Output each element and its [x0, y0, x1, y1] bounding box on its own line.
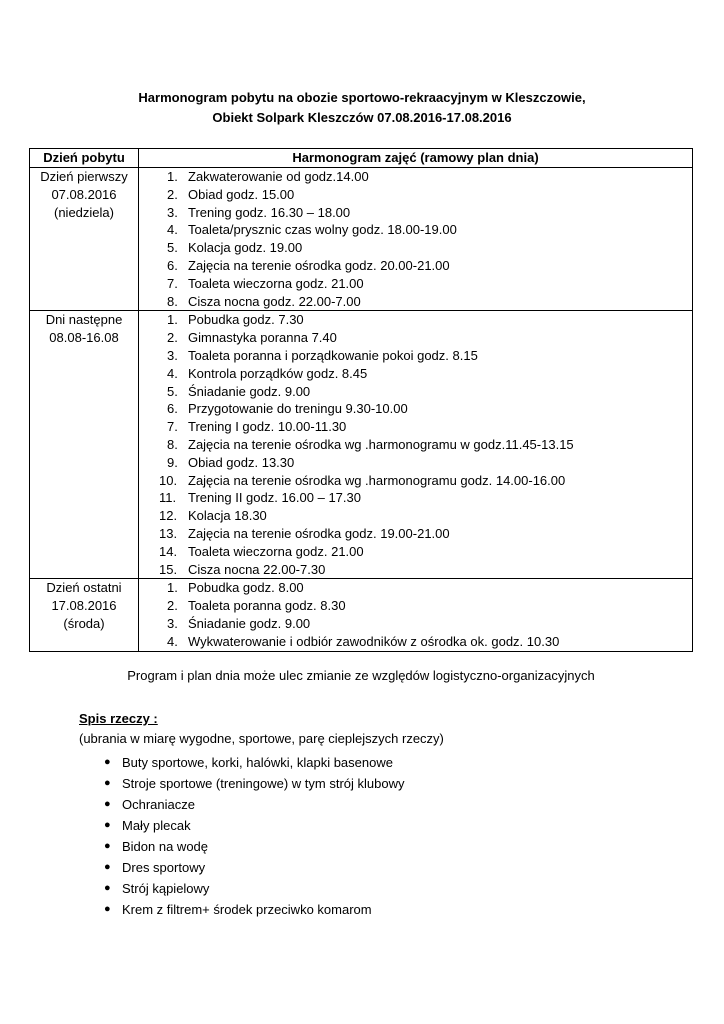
list-item: [139, 579, 692, 597]
list-number: 7.: [167, 419, 178, 435]
list-text: Cisza nocna godz. 22.00-7.00: [188, 293, 361, 309]
list-item: [139, 472, 692, 490]
list-item: [139, 525, 692, 543]
list-text: Toaleta/prysznic czas wolny godz. 18.00-19.00: [188, 222, 457, 238]
packing-item-text: Mały plecak: [122, 818, 191, 833]
list-number: 4.: [167, 633, 178, 649]
list-number: 5.: [167, 240, 178, 256]
list-number: 3.: [167, 615, 178, 631]
list-number: 6.: [167, 257, 178, 273]
table-row: [30, 168, 693, 311]
day-line: 07.08.2016: [51, 187, 117, 202]
list-item: [139, 615, 692, 633]
list-text: Trening II godz. 16.00 – 17.30: [188, 490, 361, 506]
day-cell: [30, 579, 139, 651]
list-text: Kolacja godz. 19.00: [188, 240, 303, 256]
list-item: [139, 257, 692, 275]
list-item: [139, 561, 692, 579]
list-text: Toaleta poranna godz. 8.30: [188, 598, 346, 614]
day-line: Dzień pierwszy: [40, 169, 128, 184]
day-line: 08.08-16.08: [49, 330, 119, 346]
list-text: Śniadanie godz. 9.00: [188, 615, 311, 631]
schedule-cell: [139, 168, 693, 311]
list-item: [104, 794, 405, 815]
day-cell: [30, 311, 139, 579]
list-item: [139, 311, 692, 329]
document-title-line2: Obiekt Solpark Kleszczów 07.08.2016-17.08.2016: [212, 110, 512, 125]
list-item: [104, 857, 405, 878]
list-number: 14.: [159, 543, 178, 559]
bullet-icon: ●: [104, 777, 111, 789]
packing-list: [104, 752, 405, 920]
list-number: 10.: [159, 472, 178, 488]
day-cell: [30, 168, 139, 311]
bullet-icon: ●: [104, 840, 111, 852]
bullet-icon: ●: [104, 798, 111, 810]
list-number: 5.: [167, 383, 178, 399]
bullet-icon: ●: [104, 882, 111, 894]
list-item: [139, 293, 692, 311]
schedule-list: [139, 579, 692, 650]
packing-item-text: Bidon na wodę: [122, 839, 209, 854]
list-number: 1.: [167, 169, 178, 184]
packing-item-text: Dres sportowy: [122, 860, 206, 875]
table-row: [30, 579, 693, 651]
list-item: [104, 836, 405, 857]
list-number: 9.: [167, 454, 178, 470]
list-item: [139, 454, 692, 472]
list-item: [139, 436, 692, 454]
list-text: Toaleta wieczorna godz. 21.00: [188, 275, 364, 291]
bullet-icon: ●: [104, 819, 111, 831]
list-number: 8.: [167, 436, 178, 452]
list-text: Zajęcia na terenie ośrodka wg .harmonogramu godz. 14.00-16.00: [188, 472, 566, 488]
list-text: Pobudka godz. 7.30: [188, 312, 304, 328]
day-line: Dni następne: [45, 312, 123, 328]
day-line: 17.08.2016: [51, 598, 117, 614]
list-number: 13.: [159, 525, 178, 541]
list-text: Toaleta wieczorna godz. 21.00: [188, 543, 364, 559]
packing-item-text: Buty sportowe, korki, halówki, klapki basenowe: [122, 755, 393, 770]
list-number: 2.: [167, 598, 178, 614]
list-item: [139, 633, 692, 651]
list-item: [139, 329, 692, 347]
list-item: [139, 347, 692, 365]
list-item: [139, 597, 692, 615]
list-text: Obiad godz. 15.00: [188, 186, 295, 202]
list-item: [104, 752, 405, 773]
list-number: 15.: [159, 561, 178, 577]
packing-list-title: Spis rzeczy :: [79, 711, 158, 726]
schedule-cell: [139, 311, 693, 579]
bullet-icon: ●: [104, 903, 111, 915]
bullet-icon: ●: [104, 756, 111, 768]
list-text: Pobudka godz. 8.00: [188, 580, 304, 596]
list-item: [139, 489, 692, 507]
schedule-list: [139, 168, 692, 310]
list-item: [139, 221, 692, 239]
list-number: 12.: [159, 508, 178, 524]
list-item: [139, 168, 692, 186]
list-text: Zajęcia na terenie ośrodka godz. 19.00-21.00: [188, 525, 450, 541]
list-item: [139, 400, 692, 418]
day-line: Dzień ostatni: [46, 580, 122, 596]
list-text: Zajęcia na terenie ośrodka godz. 20.00-21.00: [188, 257, 450, 273]
list-number: 3.: [167, 204, 178, 220]
list-number: 2.: [167, 186, 178, 202]
schedule-note: Program i plan dnia może ulec zmianie ze względów logistyczno-organizacyjnych: [127, 668, 595, 683]
list-text: Gimnastyka poranna 7.40: [188, 330, 337, 346]
list-number: 6.: [167, 401, 178, 417]
schedule-cell: [139, 579, 693, 651]
packing-item-text: Stroje sportowe (treningowe) w tym strój klubowy: [122, 776, 405, 791]
list-item: [139, 186, 692, 204]
list-item: [139, 275, 692, 293]
list-number: 7.: [167, 275, 178, 291]
header-day: Dzień pobytu: [30, 149, 139, 168]
table-row: [30, 311, 693, 579]
list-item: [139, 383, 692, 401]
day-line: (niedziela): [54, 205, 114, 220]
schedule-header-row: [30, 149, 693, 168]
list-number: 1.: [167, 580, 178, 596]
document-title-line1: Harmonogram pobytu na obozie sportowo-rekraacyjnym w Kleszczowie,: [138, 90, 586, 105]
list-text: Trening I godz. 10.00-11.30: [188, 419, 347, 435]
list-item: [104, 878, 405, 899]
list-text: Trening godz. 16.30 – 18.00: [188, 204, 351, 220]
packing-item-text: Ochraniacze: [122, 797, 195, 812]
list-number: 4.: [167, 222, 178, 238]
list-number: 1.: [167, 312, 178, 328]
list-text: Przygotowanie do treningu 9.30-10.00: [188, 401, 408, 417]
list-item: [139, 418, 692, 436]
list-text: Zajęcia na terenie ośrodka wg .harmonogramu w godz.11.45-13.15: [188, 436, 574, 452]
packing-item-text: Krem z filtrem+ środek przeciwko komarom: [122, 902, 372, 917]
list-number: 8.: [167, 293, 178, 309]
list-item: [139, 204, 692, 222]
list-number: 3.: [167, 347, 178, 363]
header-schedule: Harmonogram zajęć (ramowy plan dnia): [139, 149, 693, 168]
list-number: 2.: [167, 330, 178, 346]
day-line: (środa): [63, 616, 105, 632]
packing-item-text: Strój kąpielowy: [122, 881, 210, 896]
list-text: Kolacja 18.30: [188, 508, 267, 524]
list-text: Toaleta poranna i porządkowanie pokoi godz. 8.15: [188, 347, 478, 363]
packing-list-subtitle: (ubrania w miarę wygodne, sportowe, parę cieplejszych rzeczy): [79, 731, 444, 746]
list-number: 4.: [167, 365, 178, 381]
list-item: [139, 365, 692, 383]
list-text: Śniadanie godz. 9.00: [188, 383, 311, 399]
list-item: [104, 773, 405, 794]
list-text: Cisza nocna 22.00-7.30: [188, 561, 326, 577]
list-text: Wykwaterowanie i odbiór zawodników z ośrodka ok. godz. 10.30: [188, 633, 560, 649]
list-item: [139, 507, 692, 525]
list-item: [139, 543, 692, 561]
bullet-icon: ●: [104, 861, 111, 873]
schedule-table: [29, 148, 693, 652]
list-number: 11.: [159, 490, 177, 506]
schedule-list: [139, 311, 692, 578]
list-text: Obiad godz. 13.30: [188, 454, 295, 470]
list-text: Kontrola porządków godz. 8.45: [188, 365, 368, 381]
list-item: [139, 239, 692, 257]
list-text: Zakwaterowanie od godz.14.00: [188, 169, 369, 184]
list-item: [104, 899, 405, 920]
list-item: [104, 815, 405, 836]
